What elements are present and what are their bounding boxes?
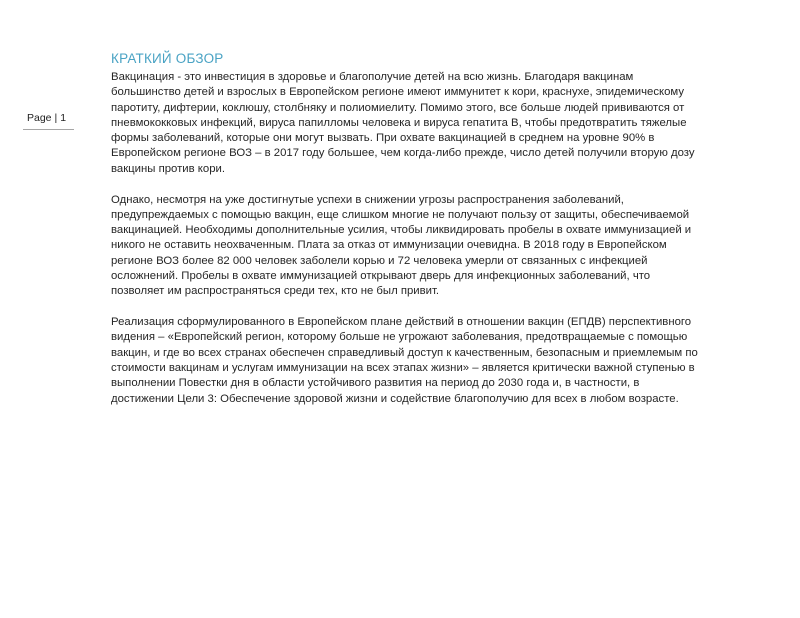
document-body xyxy=(111,51,701,422)
page-separator: | xyxy=(54,112,58,124)
page-number-label xyxy=(27,112,66,124)
page-word: Page xyxy=(27,112,52,124)
page-number-rule xyxy=(23,129,74,130)
paragraph-intro: Вакцинация - это инвестиция в здоровье и благополучие детей на всю жизнь. Благодаря вакцинам большинство детей и взрослых в Европейском регионе имеют иммунитет к кори, краснухе, эпидемическому паротиту, дифтерии, коклюшу, столбняку и полиомиелиту. Помимо этого, все больше людей прививаются от пневмококковых инфекций, вируса папилломы человека и вируса гепатита B, чтобы предотвратить тяжелые формы заболеваний, которые они могут вызвать. При охвате вакцинацией в среднем на уровне 90% в Европейском регионе ВОЗ – в 2017 году большее, чем когда-либо прежде, число детей получили вторую дозу вакцины против кори. xyxy=(111,71,695,175)
paragraph-vision: Реализация сформулированного в Европейском плане действий в отношении вакцин (ЕПДВ) перспективного видения – «Европейский регион, которому больше не угрожают заболевания, предотвращаемые с помощью вакцин, и где во всех странах обеспечен справедливый доступ к качественным, безопасным и приемлемым по стоимости вакцинам и услугам иммунизации на всех этапах жизни» – является критически важной ступенью в выполнении Повестки дня в области устойчивого развития на период до 2030 года и, в частности, в достижении Цели 3: Обеспечение здоровой жизни и содействие благополучию для всех в любом возрасте. xyxy=(111,316,698,405)
section-heading: КРАТКИЙ ОБЗОР xyxy=(111,51,224,66)
paragraph-gaps: Однако, несмотря на уже достигнутые успехи в снижении угрозы распространения заболеваний, предупреждаемых с помощью вакцин, еще слишком многие не получают пользу от защиты, обеспечиваемой вакцинацией. Необходимы дополнительные усилия, чтобы ликвидировать пробелы в охвате иммунизацией и никого не оставить неохваченным. Плата за отказ от иммунизации очевидна. В 2018 году в Европейском регионе ВОЗ более 82 000 человек заболели корью и 72 человека умерли от связанных с инфекцией осложнений. Пробелы в охвате иммунизацией открывают дверь для инфекционных заболеваний, что позволяет им распространяться среди тех, кто не был привит. xyxy=(111,193,692,298)
page-number: 1 xyxy=(60,112,67,124)
